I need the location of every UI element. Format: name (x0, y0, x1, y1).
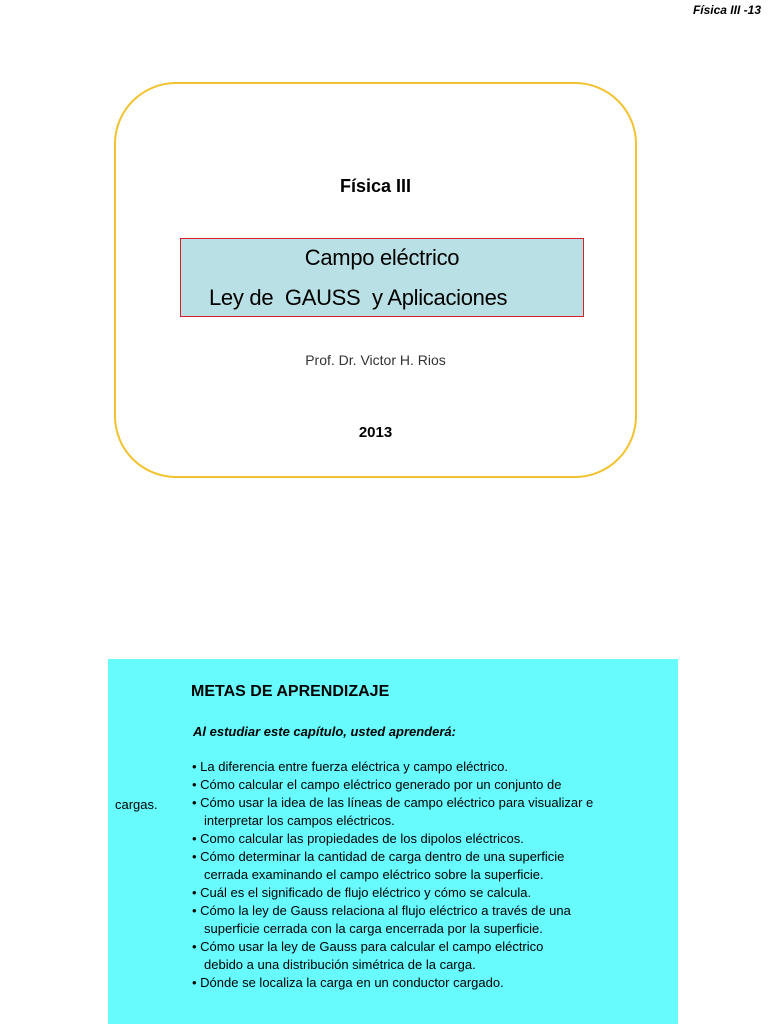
list-item: • Dónde se localiza la carga en un conductor cargado. (192, 975, 504, 990)
topic-box (180, 238, 584, 317)
learning-goals-panel (108, 659, 678, 1024)
list-item: cerrada examinando el campo eléctrico sobre la superficie. (204, 867, 544, 882)
list-item-continuation: cargas. (115, 797, 158, 812)
course-title: Física III (339, 176, 412, 196)
author-name: Prof. Dr. Victor H. Rios (305, 352, 446, 368)
list-item: • La diferencia entre fuerza eléctrica y campo eléctrico. (192, 759, 508, 774)
goals-heading: METAS DE APRENDIZAJE (191, 683, 390, 700)
title-card (114, 82, 637, 478)
list-item: • Cómo usar la idea de las líneas de campo eléctrico para visualizar e (192, 795, 594, 810)
list-item: debido a una distribución simétrica de la carga. (204, 957, 476, 972)
list-item: • Cómo determinar la cantidad de carga dentro de una superficie (192, 849, 565, 864)
list-item: • Cómo calcular el campo eléctrico generado por un conjunto de (192, 777, 562, 792)
page-reference: Física III -13 (692, 3, 761, 17)
list-item: superficie cerrada con la carga encerrada por la superficie. (204, 921, 543, 936)
list-item: • Cómo usar la ley de Gauss para calcular el campo eléctrico (192, 939, 544, 954)
list-item: • Cuál es el significado de flujo eléctrico y cómo se calcula. (192, 885, 532, 900)
list-item: • Como calcular las propiedades de los dipolos eléctricos. (192, 831, 524, 846)
topic-line-2: Ley de GAUSS y Aplicaciones (209, 285, 508, 310)
list-item: interpretar los campos eléctricos. (204, 813, 395, 828)
list-item: • Cómo la ley de Gauss relaciona al flujo eléctrico a través de una (192, 903, 571, 918)
topic-line-1: Campo eléctrico (304, 245, 460, 270)
year-label: 2013 (358, 424, 393, 441)
goals-intro: Al estudiar este capítulo, usted aprenderá: (193, 724, 456, 739)
goals-list (192, 758, 593, 992)
